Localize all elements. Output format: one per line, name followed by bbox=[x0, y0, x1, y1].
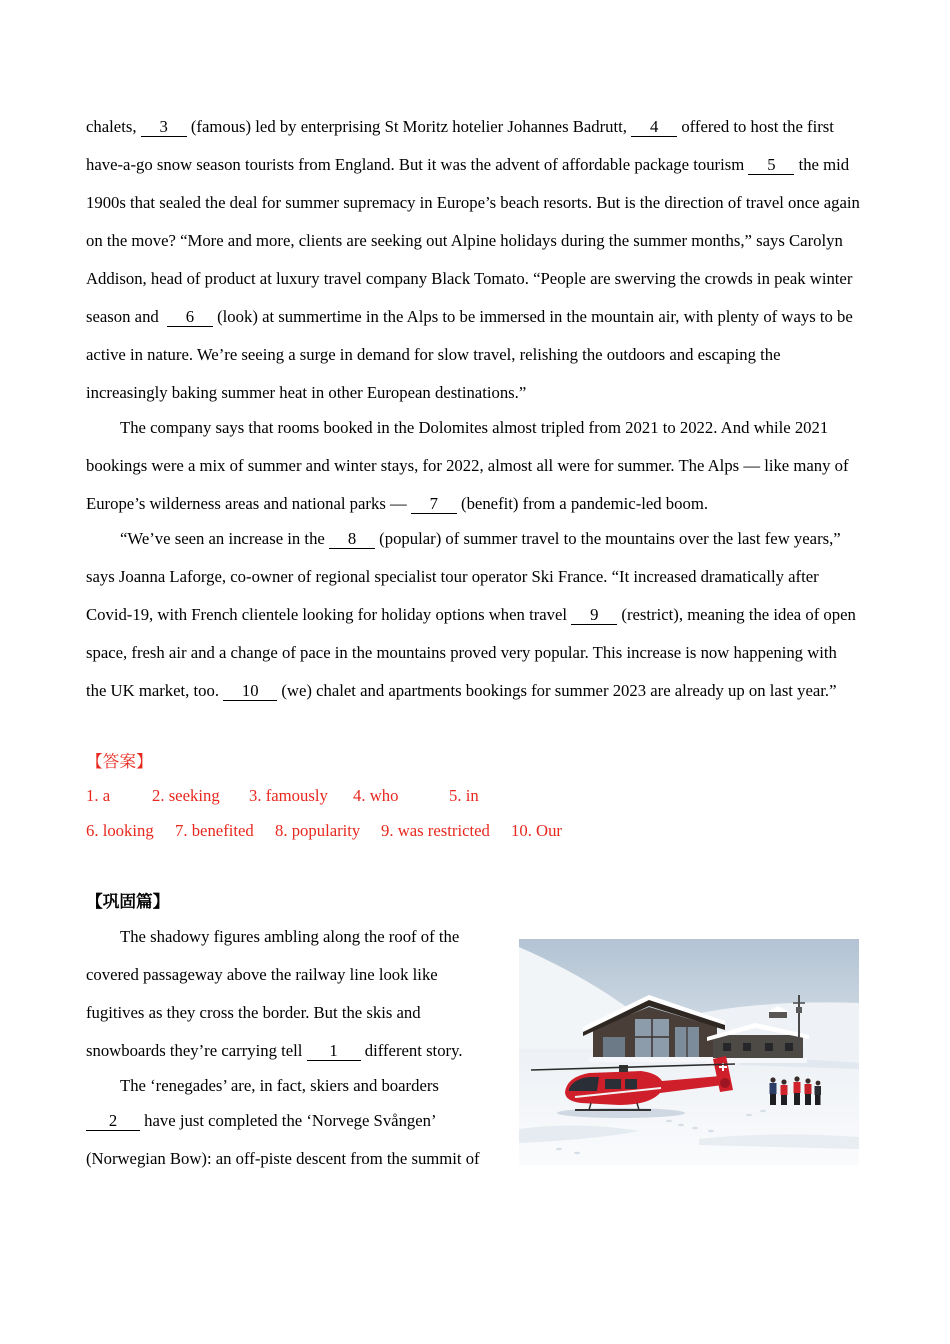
line-text: Europe’s wilderness areas and national parks — bbox=[86, 494, 411, 513]
answer-item: 8. popularity bbox=[275, 821, 361, 840]
blank-8: 8 bbox=[329, 531, 375, 549]
text-line bbox=[86, 108, 834, 146]
blank-1: 1 bbox=[307, 1043, 361, 1061]
line-text: chalets, bbox=[86, 117, 141, 136]
blank-4: 4 bbox=[631, 119, 677, 137]
answer-item: 7. benefited bbox=[175, 821, 254, 840]
text-line bbox=[86, 1102, 437, 1140]
text-line bbox=[86, 596, 856, 634]
text-line bbox=[120, 520, 841, 558]
answer-item: 10. Our bbox=[511, 821, 562, 840]
answer-item: 4. who bbox=[353, 786, 399, 805]
text-line bbox=[120, 409, 828, 447]
text-line bbox=[86, 1140, 480, 1178]
line-text: (benefit) from a pandemic-led boom. bbox=[456, 494, 708, 513]
blank-3: 3 bbox=[141, 119, 187, 137]
text-line bbox=[86, 485, 708, 523]
line-text: the mid bbox=[794, 155, 850, 174]
blank-2: 2 bbox=[86, 1113, 140, 1131]
line-text: snowboards they’re carrying tell bbox=[86, 1041, 307, 1060]
blank-5: 5 bbox=[748, 157, 794, 175]
text-line bbox=[86, 634, 837, 672]
line-text: fugitives as they cross the border. But the skis and bbox=[86, 1003, 421, 1022]
text-line bbox=[86, 222, 843, 260]
line-text: (Norwegian Bow): an off-piste descent from the summit of bbox=[86, 1149, 480, 1168]
text-line bbox=[86, 184, 860, 222]
line-text: says Joanna Laforge, co-owner of regional specialist tour operator Ski France. “It increased dramatically after bbox=[86, 567, 819, 586]
text-line bbox=[86, 447, 849, 485]
helicopter-snow-photo bbox=[519, 939, 859, 1165]
section-heading: 【巩固篇】 bbox=[86, 892, 170, 911]
line-text: The ‘renegades’ are, in fact, skiers and boarders bbox=[120, 1076, 439, 1095]
line-text: space, fresh air and a change of pace in the mountains proved very popular. This increase is now happening with bbox=[86, 643, 837, 662]
text-line bbox=[86, 994, 421, 1032]
text-line bbox=[86, 336, 781, 374]
line-text: The shadowy figures ambling along the roof of the bbox=[120, 927, 460, 946]
answer-item: 1. a bbox=[86, 786, 111, 805]
line-text: Covid-19, with French clientele looking for holiday options when travel bbox=[86, 605, 572, 624]
answer-item: 9. was restricted bbox=[381, 821, 490, 840]
line-text: offered to host the first bbox=[677, 117, 834, 136]
line-text: increasingly baking summer heat in other European destinations.” bbox=[86, 383, 527, 402]
line-text: (we) chalet and apartments bookings for summer 2023 are already up on last year.” bbox=[277, 681, 837, 700]
line-text: the UK market, too. bbox=[86, 681, 224, 700]
line-text: “We’ve seen an increase in the bbox=[120, 529, 329, 548]
text-line bbox=[86, 146, 849, 184]
text-line bbox=[86, 260, 852, 298]
answer-item: 6. looking bbox=[86, 821, 154, 840]
line-text: season and bbox=[86, 307, 163, 326]
text-line bbox=[120, 918, 459, 956]
line-text: (look) at summertime in the Alps to be immersed in the mountain air, with plenty of ways to be bbox=[212, 307, 853, 326]
line-text: The company says that rooms booked in the Dolomites almost tripled from 2021 to 2022. And while 2021 bbox=[120, 418, 829, 437]
answer-item: 3. famously bbox=[249, 786, 328, 805]
answer-item: 2. seeking bbox=[152, 786, 220, 805]
line-text: (restrict), meaning the idea of open bbox=[617, 605, 856, 624]
text-line bbox=[120, 1067, 439, 1105]
line-text: have just completed the ‘Norvege Svången’ bbox=[140, 1111, 437, 1130]
blank-9: 9 bbox=[571, 607, 617, 625]
blank-10: 10 bbox=[223, 683, 277, 701]
text-line bbox=[86, 1032, 463, 1070]
text-line bbox=[86, 672, 837, 710]
answer-item: 5. in bbox=[449, 786, 479, 805]
line-text: have-a-go snow season tourists from England. But it was the advent of affordable package tourism bbox=[86, 155, 749, 174]
line-text: Addison, head of product at luxury travel company Black Tomato. “People are swerving the crowds in peak winter bbox=[86, 269, 853, 288]
text-line bbox=[86, 558, 819, 596]
blank-6: 6 bbox=[167, 309, 213, 327]
line-text: active in nature. We’re seeing a surge in demand for slow travel, relishing the outdoors and escaping the bbox=[86, 345, 781, 364]
blank-7: 7 bbox=[411, 496, 457, 514]
line-text: bookings were a mix of summer and winter stays, for 2022, almost all were for summer. The Alps — like many of bbox=[86, 456, 849, 475]
line-text: (famous) led by enterprising St Moritz hotelier Johannes Badrutt, bbox=[186, 117, 632, 136]
answer-heading: 【答案】 bbox=[86, 752, 153, 771]
text-line bbox=[86, 374, 526, 412]
line-text: 1900s that sealed the deal for summer supremacy in Europe’s beach resorts. But is the direction of travel once again bbox=[86, 193, 860, 212]
line-text: (popular) of summer travel to the mountains over the last few years,” bbox=[375, 529, 841, 548]
text-line bbox=[86, 298, 853, 336]
line-text: on the move? “More and more, clients are seeking out Alpine holidays during the summer months,” says Carolyn bbox=[86, 231, 843, 250]
line-text: covered passageway above the railway line look like bbox=[86, 965, 438, 984]
text-line bbox=[86, 956, 438, 994]
line-text: different story. bbox=[360, 1041, 463, 1060]
